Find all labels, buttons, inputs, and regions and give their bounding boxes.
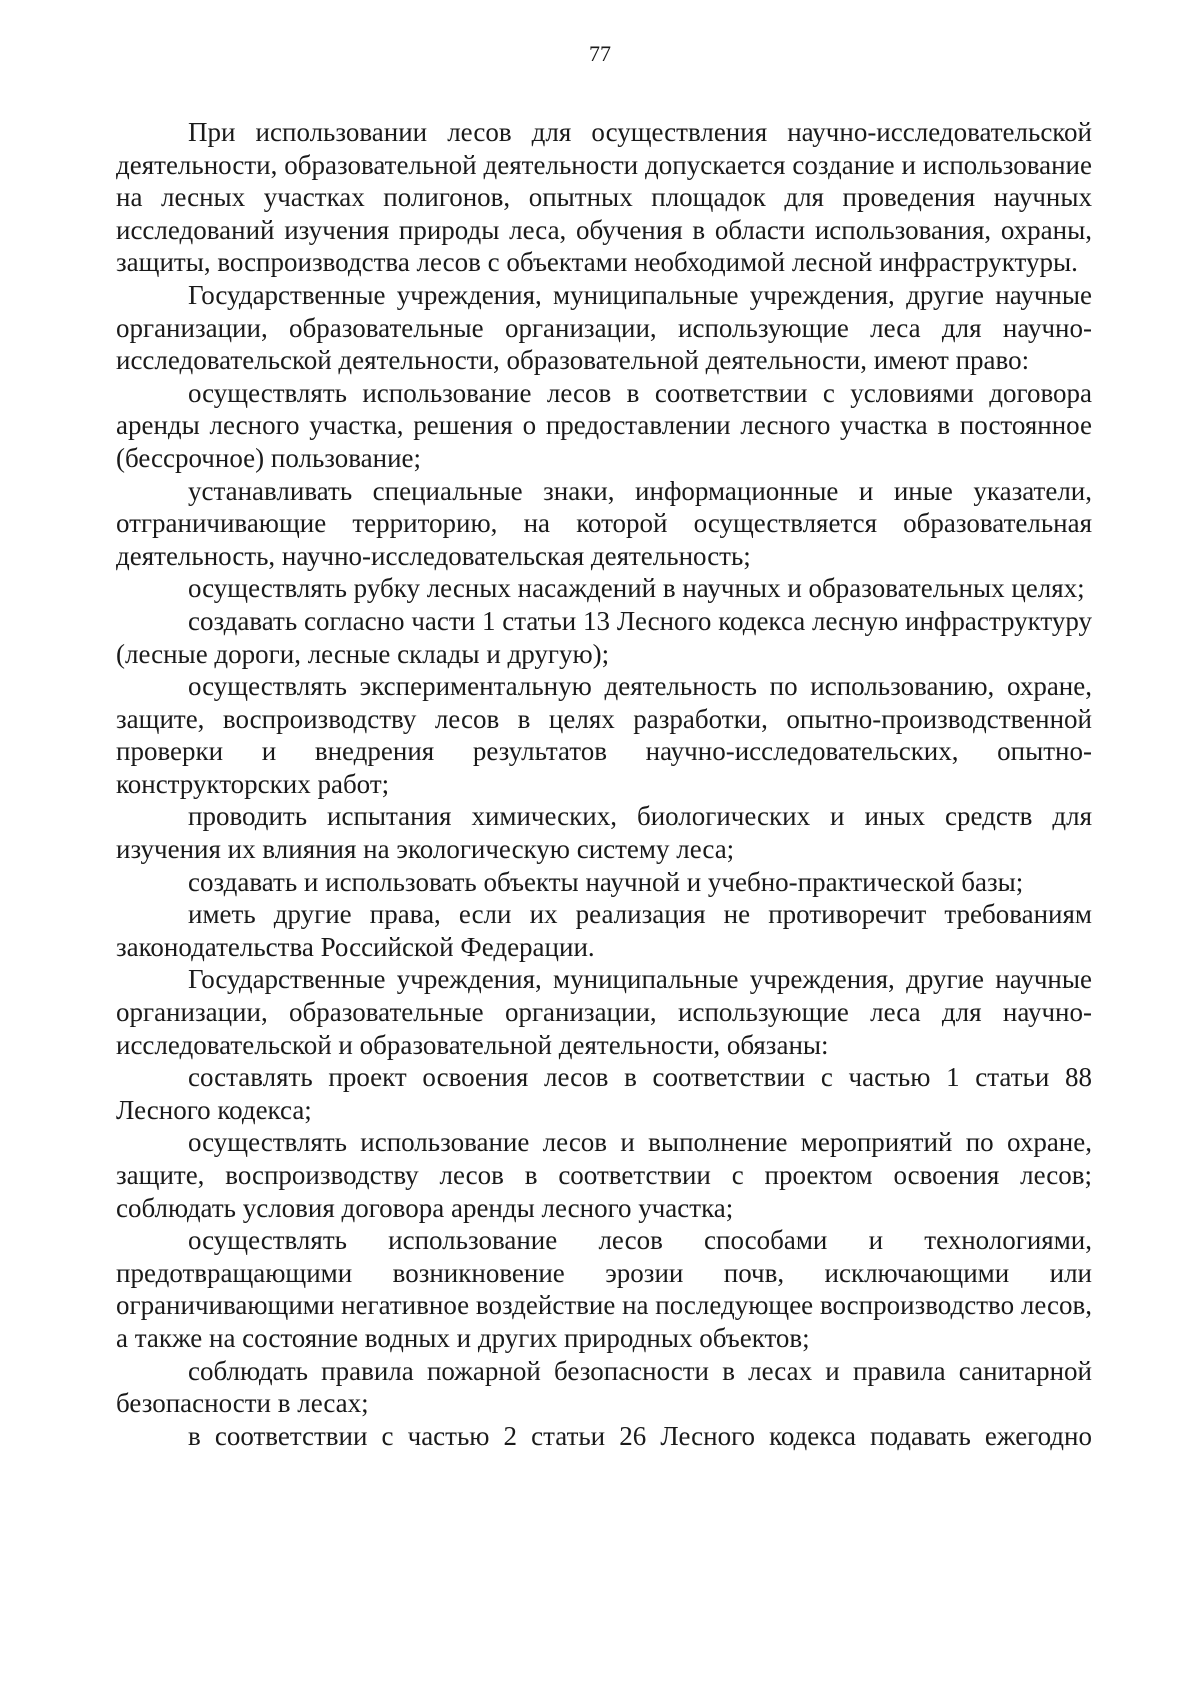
paragraph: Государственные учреждения, муниципальные учреждения, другие научные организации, образовательные организации, использующие леса для научно-исследовательской и образовательной деятельности, обязаны: — [116, 964, 1092, 1060]
page-number: 77 — [589, 41, 611, 66]
paragraph: иметь другие права, если их реализация не противоречит требованиям законодательства Российской Федерации. — [116, 899, 1092, 962]
document-body — [116, 116, 1092, 1452]
paragraph: составлять проект освоения лесов в соответствии с частью 1 статьи 88 Лесного кодекса; — [116, 1062, 1092, 1125]
paragraph: в соответствии с частью 2 статьи 26 Лесного кодекса подавать ежегодно — [188, 1420, 1092, 1451]
paragraph: устанавливать специальные знаки, информационные и иные указатели, отграничивающие территорию, на которой осуществляется образовательная деятельность, научно-исследовательская деятельность; — [116, 475, 1092, 571]
paragraph: При использовании лесов для осуществления научно-исследовательской деятельности, образовательной деятельности допускается создание и использование на лесных участках полигонов, опытных площадок для проведения научных исследований изучения природы леса, обучения в области использования, охраны, защиты, воспроизводства лесов с объектами необходимой лесной инфраструктуры. — [116, 117, 1092, 278]
paragraph: соблюдать правила пожарной безопасности в лесах и правила санитарной безопасности в лесах; — [116, 1355, 1092, 1419]
paragraph: осуществлять экспериментальную деятельность по использованию, охране, защите, воспроизводству лесов в целях разработки, опытно-производственной проверки и внедрения результатов научно-исследовательских, опытно-конструкторских работ; — [116, 671, 1092, 799]
paragraph: создавать согласно части 1 статьи 13 Лесного кодекса лесную инфраструктуру (лесные дороги, лесные склады и другую); — [116, 605, 1092, 669]
paragraph: осуществлять рубку лесных насаждений в научных и образовательных целях; — [188, 573, 1085, 604]
paragraph: проводить испытания химических, биологических и иных средств для изучения их влияния на экологическую систему леса; — [116, 801, 1092, 865]
paragraph: осуществлять использование лесов и выполнение мероприятий по охране, защите, воспроизводству лесов в соответствии с проектом освоения лесов; соблюдать условия договора аренды лесного участка; — [116, 1127, 1092, 1223]
paragraph: осуществлять использование лесов в соответствии с условиями договора аренды лесного участка, решения о предоставлении лесного участка в постоянное (бессрочное) пользование; — [116, 377, 1092, 473]
paragraph: осуществлять использование лесов способами и технологиями, предотвращающими возникновение эрозии почв, исключающими или ограничивающими негативное воздействие на последующее воспроизводство лесов, а также на состояние водных и других природных объектов; — [116, 1225, 1092, 1353]
paragraph: Государственные учреждения, муниципальные учреждения, другие научные организации, образовательные организации, использующие леса для научно-исследовательской деятельности, образовательной деятельности, имеют право: — [116, 279, 1092, 376]
paragraph: создавать и использовать объекты научной и учебно-практической базы; — [188, 866, 1024, 897]
